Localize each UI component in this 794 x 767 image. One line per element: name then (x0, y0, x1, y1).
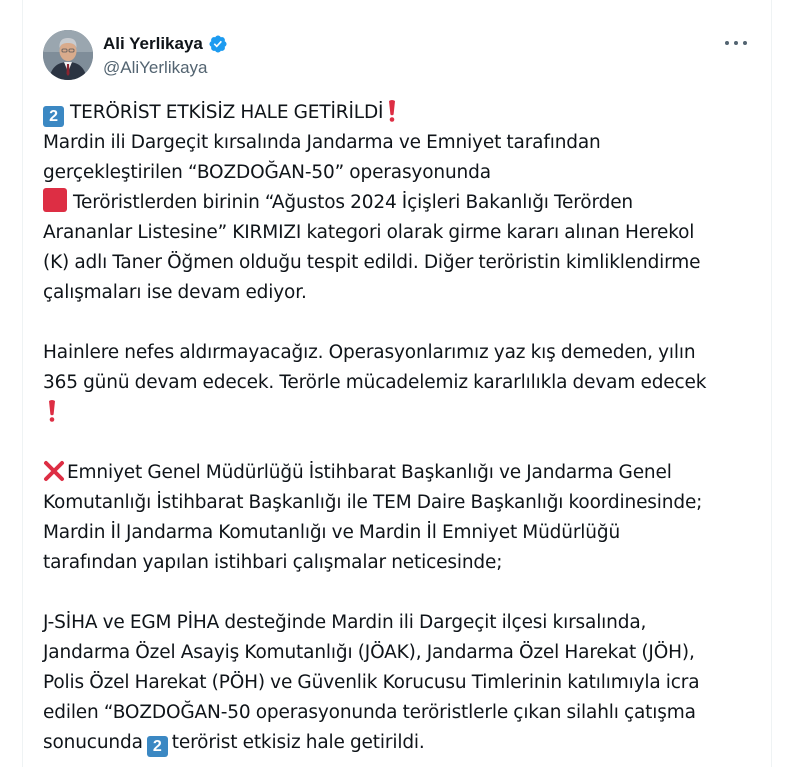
tweet-header (43, 30, 753, 82)
cross-mark-emoji-icon (43, 460, 65, 482)
more-dot (743, 41, 747, 45)
tweet-line-text: sonucunda (43, 732, 143, 753)
red-square-emoji-icon (43, 188, 67, 212)
tweet-line: Arananlar Listesine” KIRMIZI kategori olarak girme kararı alınan Herekol (43, 222, 695, 243)
tweet-line: edilen “BOZDOĞAN-50 operasyonunda teröristlerle çıkan silahlı çatışma (43, 702, 696, 723)
keycap-two-emoji-icon: 2 (147, 736, 168, 757)
tweet-line: çalışmaları ise devam ediyor. (43, 282, 307, 303)
tweet-line: 365 günü devam edecek. Terörle mücadelemiz kararlılıkla devam edecek (43, 372, 707, 393)
headline-text: TERÖRİST ETKİSİZ HALE GETİRİLDİ (70, 102, 384, 123)
more-dot (734, 41, 738, 45)
tweet-line: tarafından yapılan istihbari çalışmalar neticesinde; (43, 552, 503, 573)
keycap-two-emoji-icon: 2 (43, 106, 64, 127)
tweet-line-text: Teröristlerden birinin “Ağustos 2024 İçişleri Bakanlığı Terörden (73, 192, 634, 213)
tweet-line-text: terörist etkisiz hale getirildi. (171, 732, 425, 753)
tweet-line: J-SİHA ve EGM PİHA desteğinde Mardin ili Dargeçit ilçesi kırsalında, (43, 612, 647, 633)
avatar-portrait-icon (43, 30, 93, 80)
author-handle[interactable]: @AliYerlikaya (103, 58, 208, 77)
tweet-line (43, 728, 763, 758)
tweet-line-text: Emniyet Genel Müdürlüğü İstihbarat Başkanlığı ve Jandarma Genel (67, 462, 672, 483)
tweet-line (43, 458, 763, 488)
tweet-text (43, 98, 763, 758)
tweet-line: gerçekleştirilen “BOZDOĞAN-50” operasyonunda (43, 162, 491, 183)
tweet-line (43, 398, 763, 428)
tweet-line: Mardin ili Dargeçit kırsalında Jandarma ve Emniyet tarafından (43, 132, 601, 153)
tweet-line: Komutanlığı İstihbarat Başkanlığı ile TEM Daire Başkanlığı koordinesinde; (43, 492, 703, 513)
red-exclamation-emoji-icon (47, 399, 57, 423)
more-options-icon[interactable] (725, 36, 747, 50)
verified-badge-icon (208, 34, 228, 54)
tweet-line: Hainlere nefes aldırmayacağız. Operasyonlarımız yaz kış demeden, yılın (43, 342, 696, 363)
more-dot (725, 41, 729, 45)
tweet-line: Jandarma Özel Asayiş Komutanlığı (JÖAK), Jandarma Özel Harekat (JÖH), (43, 642, 695, 663)
tweet-line (43, 188, 763, 218)
author-display-name[interactable]: Ali Yerlikaya (103, 34, 203, 53)
tweet-line: (K) adlı Taner Öğmen olduğu tespit edildi. Diğer teröristin kimliklendirme (43, 252, 701, 273)
tweet-line: Polis Özel Harekat (PÖH) ve Güvenlik Korucusu Timlerinin katılımıyla icra (43, 672, 700, 693)
paragraph-gap (43, 578, 763, 608)
author-avatar[interactable] (43, 30, 93, 80)
paragraph-gap (43, 308, 763, 338)
tweet-line: Mardin İl Jandarma Komutanlığı ve Mardin İl Emniyet Müdürlüğü (43, 522, 621, 543)
paragraph-gap (43, 428, 763, 458)
author-name-row[interactable] (103, 33, 228, 55)
red-exclamation-emoji-icon (387, 99, 397, 123)
tweet-line (43, 98, 763, 128)
